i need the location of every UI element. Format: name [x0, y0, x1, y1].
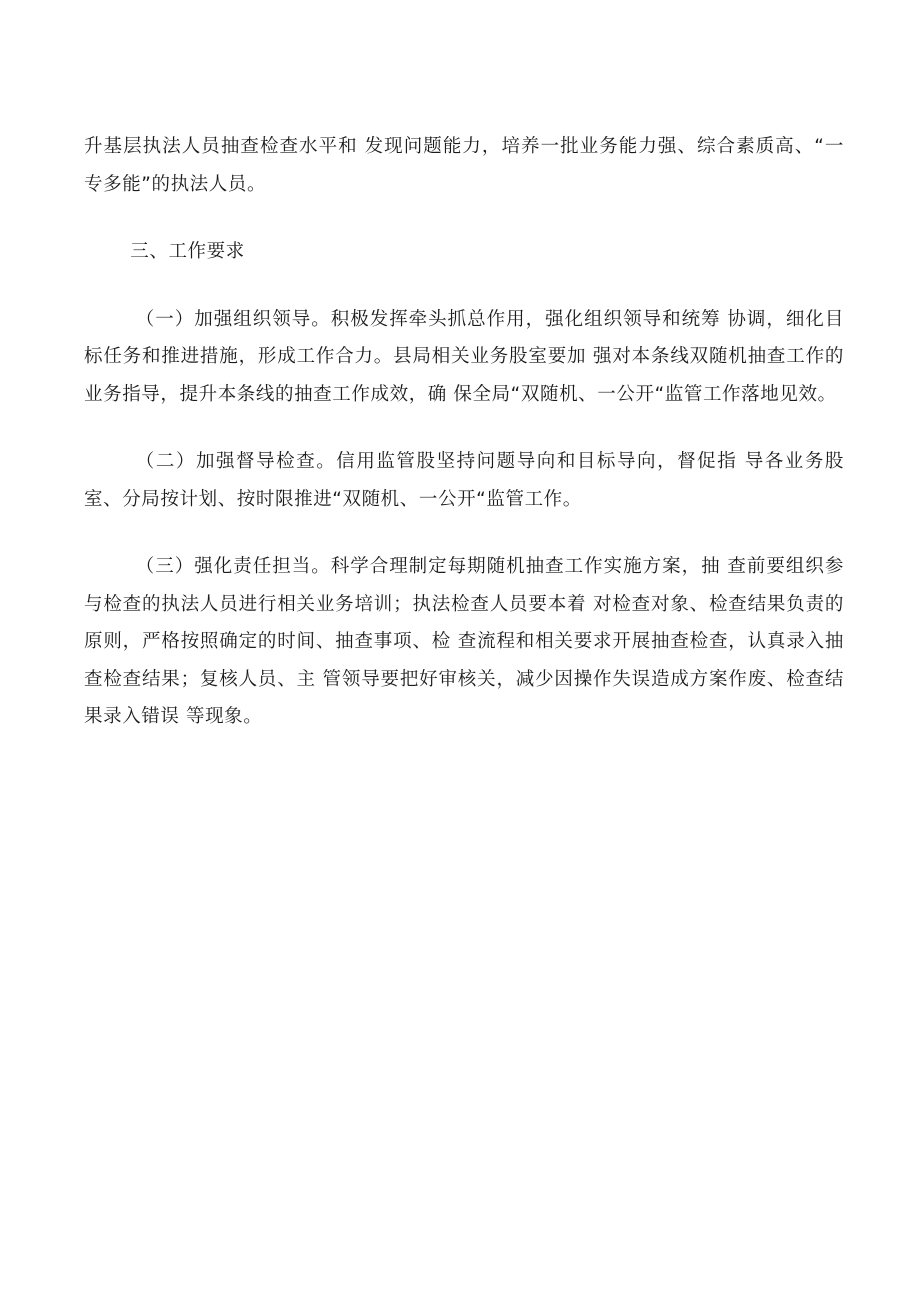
- paragraph-continuation: 升基层执法人员抽查检查水平和 发现问题能力，培养一批业务能力强、综合素质高、“一专多能”的执法人员。: [84, 136, 844, 195]
- document-body: [84, 128, 844, 736]
- section-heading: 三、工作要求: [130, 241, 245, 262]
- paragraph-spacer: [84, 271, 844, 301]
- paragraph-spacer: [84, 413, 844, 443]
- paragraph-item-1: （一）加强组织领导。积极发挥牵头抓总作用，强化组织领导和统筹 协调，细化目标任务和推进措施，形成工作合力。县局相关业务股室要加 强对本条线双随机抽查工作的业务指导，提升本条线的抽查工作成效，确 保全局“双随机、一公开“监管工作落地见效。: [84, 308, 844, 405]
- paragraph-item-3: （三）强化责任担当。科学合理制定每期随机抽查工作实施方案，抽 查前要组织参与检查的执法人员进行相关业务培训；执法检查人员要本着 对检查对象、检查结果负责的原则，严格按照确定的时间、抽查事项、检 查流程和相关要求开展抽查检查，认真录入抽查检查结果；复核人员、主 管领导要把好审核关，减少因操作失误造成方案作废、检查结果录入错误 等现象。: [84, 556, 844, 727]
- paragraph-item-2: （二）加强督导检查。信用监管股坚持问题导向和目标导向，督促指 导各业务股室、分局按计划、按时限推进“双随机、一公开“监管工作。: [84, 451, 844, 510]
- paragraph-spacer: [84, 518, 844, 548]
- paragraph-spacer: [84, 203, 844, 233]
